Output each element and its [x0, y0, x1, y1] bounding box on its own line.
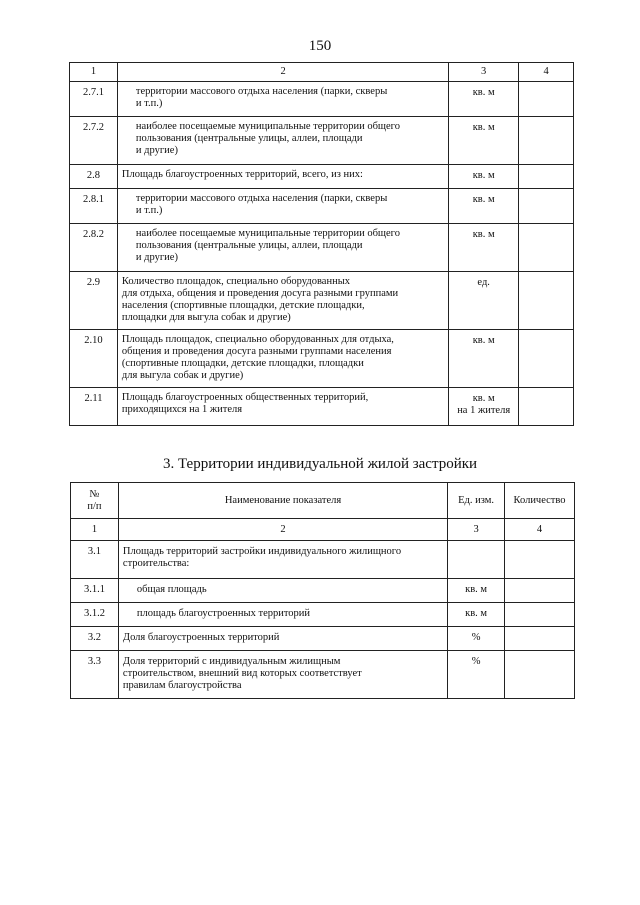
cell-text-line: и т.п.): [135, 205, 163, 216]
cell-text-line: Площадь площадок, специально оборудованных для отдыха,: [121, 334, 394, 345]
table-row: [70, 272, 574, 330]
unit-text: кв. м: [472, 87, 495, 98]
quantity-cell: [519, 330, 574, 388]
table-row: [70, 224, 574, 272]
row-number: 3.2: [71, 627, 119, 651]
column-header-name: Наименование показателя: [118, 483, 447, 519]
table-row: [71, 627, 575, 651]
unit-text: %: [471, 656, 481, 667]
table-row: [70, 189, 574, 224]
table-row: [70, 388, 574, 426]
row-number: 2.9: [70, 272, 118, 330]
section-title: 3. Территории индивидуальной жилой застройки: [162, 456, 478, 472]
quantity-cell: [505, 651, 575, 699]
unit-cell: [448, 603, 505, 627]
quantity-cell: [519, 224, 574, 272]
quantity-cell: [519, 388, 574, 426]
unit-text: ед.: [477, 277, 490, 288]
row-number: 3.1.2: [71, 603, 119, 627]
column-header-qty: Количество: [505, 483, 575, 519]
unit-cell: [448, 627, 505, 651]
unit-text: кв. м: [472, 194, 495, 205]
header-row: [71, 483, 575, 519]
table-row: [70, 82, 574, 117]
cell-text-line: Доля благоустроенных территорий: [122, 632, 280, 643]
unit-text: кв. м: [465, 584, 488, 595]
row-number: 2.11: [70, 388, 118, 426]
unit-cell: [449, 82, 519, 117]
row-number: 2.8: [70, 165, 118, 189]
cell-text-line: Площадь благоустроенных территорий, всего, из них:: [121, 169, 363, 180]
quantity-cell: [519, 165, 574, 189]
indicator-name: [117, 272, 448, 330]
unit-cell: [448, 579, 505, 603]
cell-text-line: и т.п.): [135, 98, 163, 109]
table-row: [71, 579, 575, 603]
indicator-name: [117, 330, 448, 388]
quantity-cell: [505, 579, 575, 603]
column-index: 3: [449, 63, 519, 82]
indicator-name: [118, 627, 447, 651]
cell-text-line: наиболее посещаемые муниципальные территории общего: [135, 121, 400, 132]
table-row: [70, 330, 574, 388]
cell-text-line: площадки для выгула собак и другие): [121, 312, 291, 323]
page-number: 150: [308, 38, 332, 54]
column-index: 2: [117, 63, 448, 82]
indicator-name: [117, 82, 448, 117]
column-index: 2: [118, 519, 447, 541]
cell-text-line: Площадь территорий застройки индивидуального жилищного: [122, 546, 402, 557]
table-row: [70, 165, 574, 189]
cell-text-line: Площадь благоустроенных общественных территорий,: [121, 392, 369, 403]
cell-text-line: населения (спортивные площадки, детские площадки,: [121, 300, 365, 311]
unit-cell: [449, 189, 519, 224]
unit-text: кв. м: [472, 170, 495, 181]
unit-cell: [448, 541, 505, 579]
row-number: 3.3: [71, 651, 119, 699]
unit-text: кв. м: [465, 608, 488, 619]
unit-cell: [449, 224, 519, 272]
indicator-name: [117, 388, 448, 426]
indicator-name: [118, 603, 447, 627]
column-index-row: [71, 519, 575, 541]
row-number: 2.7.2: [70, 117, 118, 165]
cell-text-line: для выгула собак и другие): [121, 370, 244, 381]
row-number: 2.10: [70, 330, 118, 388]
cell-text-line: строительства:: [122, 558, 190, 569]
indicator-name: [117, 117, 448, 165]
row-number: 3.1.1: [71, 579, 119, 603]
cell-text-line: и другие): [135, 252, 178, 263]
column-index: 3: [448, 519, 505, 541]
cell-text-line: Количество площадок, специально оборудованных: [121, 276, 350, 287]
cell-text-line: общения и проведения досуга разными группами населения: [121, 346, 392, 357]
unit-text: кв. м: [472, 335, 495, 346]
table-row: [71, 603, 575, 627]
indicator-name: [118, 541, 447, 579]
quantity-cell: [505, 603, 575, 627]
column-index: 4: [519, 63, 574, 82]
table-row: [71, 541, 575, 579]
table-row: [70, 117, 574, 165]
unit-text: %: [471, 632, 481, 643]
individual-housing-table: [70, 482, 575, 699]
column-header-unit: Ед. изм.: [448, 483, 505, 519]
indicator-name: [118, 579, 447, 603]
unit-cell: [449, 165, 519, 189]
cell-text-line: и другие): [135, 145, 178, 156]
unit-text: кв. м на 1 жителя: [457, 393, 511, 416]
unit-text: кв. м: [472, 122, 495, 133]
column-index: 1: [70, 63, 118, 82]
cell-text-line: территории массового отдыха населения (парки, скверы: [135, 86, 388, 97]
cell-text-line: правилам благоустройства: [122, 680, 242, 691]
unit-text: кв. м: [472, 229, 495, 240]
row-number: 3.1: [71, 541, 119, 579]
cell-text-line: приходящихся на 1 жителя: [121, 404, 243, 415]
row-number: 2.8.2: [70, 224, 118, 272]
cell-text-line: для отдыха, общения и проведения досуга разными группами: [121, 288, 399, 299]
unit-cell: [449, 117, 519, 165]
row-number: 2.8.1: [70, 189, 118, 224]
indicator-name: [118, 651, 447, 699]
cell-text-line: пользования (центральные улицы, аллеи, площади: [135, 240, 363, 251]
cell-text-line: наиболее посещаемые муниципальные территории общего: [135, 228, 400, 239]
quantity-cell: [519, 272, 574, 330]
indicators-table-continued: [69, 62, 574, 426]
quantity-cell: [519, 189, 574, 224]
quantity-cell: [505, 627, 575, 651]
quantity-cell: [519, 82, 574, 117]
cell-text-line: пользования (центральные улицы, аллеи, площади: [135, 133, 363, 144]
table-row: [71, 651, 575, 699]
indicator-name: [117, 224, 448, 272]
cell-text-line: территории массового отдыха населения (парки, скверы: [135, 193, 388, 204]
cell-text-line: площадь благоустроенных территорий: [136, 608, 311, 619]
cell-text-line: (спортивные площадки, детские площадки, площадки: [121, 358, 364, 369]
cell-text-line: Доля территорий с индивидуальным жилищным: [122, 656, 341, 667]
column-index: 4: [505, 519, 575, 541]
column-index: 1: [71, 519, 119, 541]
quantity-cell: [505, 541, 575, 579]
row-number: 2.7.1: [70, 82, 118, 117]
column-header-num: № п/п: [71, 483, 119, 519]
cell-text-line: строительством, внешний вид которых соответствует: [122, 668, 362, 679]
column-index-row: [70, 63, 574, 82]
cell-text-line: общая площадь: [136, 584, 207, 595]
unit-cell: [449, 272, 519, 330]
unit-cell: [449, 330, 519, 388]
indicator-name: [117, 165, 448, 189]
indicator-name: [117, 189, 448, 224]
quantity-cell: [519, 117, 574, 165]
unit-cell: [448, 651, 505, 699]
unit-cell: [449, 388, 519, 426]
